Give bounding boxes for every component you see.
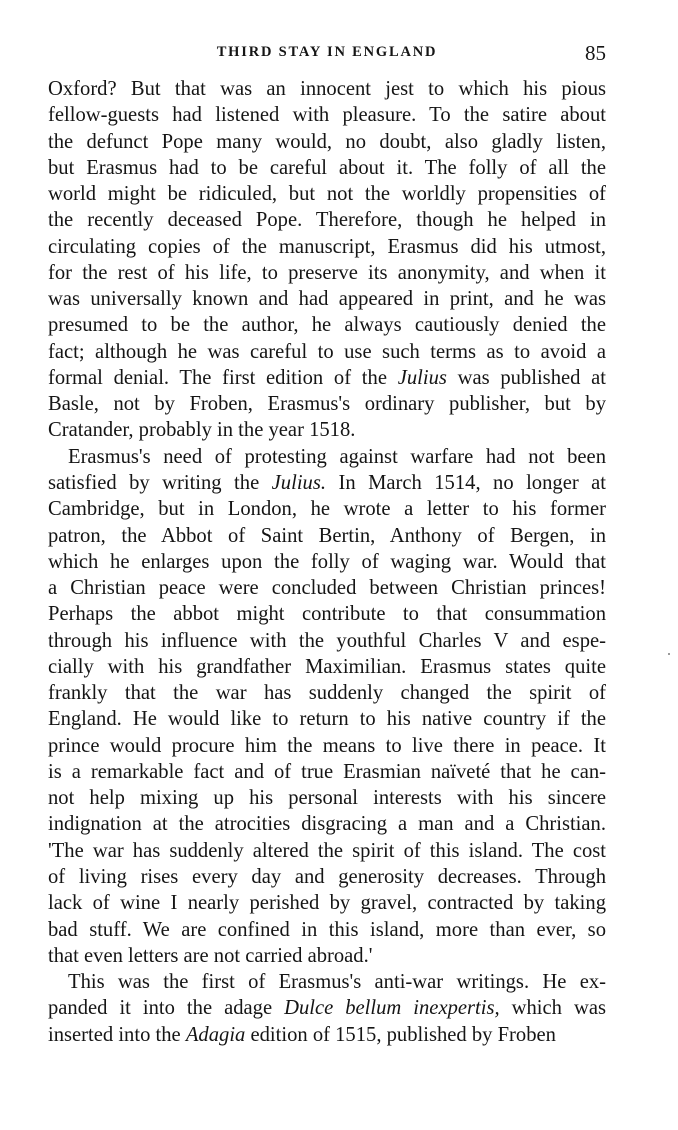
text-segment: Erasmus's need of protesting against warfare had not been — [68, 445, 606, 468]
text-segment: In March 1514, no longer at — [326, 471, 607, 494]
text-line — [48, 444, 606, 470]
text-segment: Oxford? But that was an innocent jest to which his pious — [48, 78, 606, 100]
text-segment: of living rises every day and generosity decreases. Through — [48, 865, 606, 888]
text-segment: through his influence with the youthful Charles V and espe- — [48, 629, 606, 652]
text-segment: presumed to be the author, he always cautiously denied the — [48, 314, 606, 337]
text-line — [48, 575, 606, 601]
text-segment: is a remarkable fact and of true Erasmian naïveté that he can- — [48, 760, 606, 783]
text-line — [48, 523, 606, 549]
print-speck — [668, 653, 670, 655]
text-line — [48, 312, 606, 338]
text-line — [48, 969, 606, 995]
text-segment: fellow-guests had listened with pleasure. To the satire about — [48, 104, 606, 127]
text-segment: This was the first of Erasmus's anti-war writings. He ex- — [68, 971, 606, 994]
text-segment: Cambridge, but in London, he wrote a letter to his former — [48, 498, 606, 521]
text-segment: which was — [499, 997, 606, 1020]
text-line — [48, 785, 606, 811]
text-segment: Cratander, probably in the year 1518. — [48, 419, 356, 442]
text-line — [48, 417, 606, 443]
text-segment: cially with his grandfather Maximilian. Erasmus states quite — [48, 655, 606, 678]
text-segment: not help mixing up his personal interests with his sincere — [48, 787, 606, 810]
text-segment: was published at — [446, 366, 606, 389]
text-line — [48, 102, 606, 128]
text-line — [48, 181, 606, 207]
text-line — [48, 733, 606, 759]
text-segment: Basle, not by Froben, Erasmus's ordinary publisher, but by — [48, 393, 606, 416]
text-line — [48, 496, 606, 522]
text-segment: panded it into the adage — [48, 997, 285, 1020]
italic-text: Adagia — [185, 1023, 246, 1046]
page-header — [48, 41, 606, 68]
italic-text: Julius — [397, 366, 447, 389]
text-segment: for the rest of his life, to preserve its anonymity, and when it — [48, 261, 606, 284]
text-segment: edition of 1515, published by Froben — [245, 1023, 556, 1046]
text-segment: a Christian peace were concluded between Christian princes! — [48, 577, 606, 600]
text-segment: patron, the Abbot of Saint Bertin, Anthony of Bergen, in — [48, 524, 606, 547]
text-line — [48, 654, 606, 680]
text-line — [48, 339, 606, 365]
text-segment: the defunct Pope many would, no doubt, also gladly listen, — [48, 130, 606, 153]
text-line — [48, 943, 606, 969]
text-segment: Perhaps the abbot might contribute to that consummation — [48, 603, 606, 626]
italic-text: Julius. — [271, 471, 327, 494]
text-segment: formal denial. The first edition of the — [48, 366, 398, 389]
text-segment: satisfied by writing the — [48, 471, 272, 494]
text-segment: prince would procure him the means to live there in peace. It — [48, 734, 606, 757]
text-line — [48, 129, 606, 155]
text-line — [48, 391, 606, 417]
text-line — [48, 838, 606, 864]
text-line — [48, 601, 606, 627]
text-segment: inserted into the — [48, 1023, 186, 1046]
text-line — [48, 706, 606, 732]
text-segment: 'The war has suddenly altered the spirit of this island. The cost — [48, 839, 606, 862]
page-number: 85 — [585, 41, 606, 65]
text-line — [48, 680, 606, 706]
text-segment: bad stuff. We are confined in this island, more than ever, so — [48, 918, 606, 941]
text-line — [48, 470, 606, 496]
text-line — [48, 549, 606, 575]
text-segment: fact; although he was careful to use such terms as to avoid a — [48, 340, 606, 363]
text-segment: was universally known and had appeared in print, and he was — [48, 288, 606, 311]
text-segment: indignation at the atrocities disgracing a man and a Christian. — [48, 813, 606, 836]
text-line — [48, 864, 606, 890]
text-line — [48, 286, 606, 312]
text-segment: which he enlarges upon the folly of waging war. Would that — [48, 550, 606, 573]
text-line — [48, 811, 606, 837]
italic-text: Dulce bellum inexpertis, — [284, 997, 500, 1020]
text-line — [48, 1022, 606, 1048]
text-segment: lack of wine I nearly perished by gravel, contracted by taking — [48, 892, 606, 915]
text-line — [48, 995, 606, 1021]
running-title: THIRD STAY IN ENGLAND — [216, 44, 438, 60]
text-segment: circulating copies of the manuscript, Erasmus did his utmost, — [48, 235, 606, 258]
text-line — [48, 234, 606, 260]
text-line — [48, 759, 606, 785]
text-line — [48, 628, 606, 654]
text-line — [48, 260, 606, 286]
text-line — [48, 365, 606, 391]
text-line — [48, 890, 606, 916]
body-text — [48, 76, 606, 1048]
text-line — [48, 207, 606, 233]
text-line — [48, 917, 606, 943]
text-segment: England. He would like to return to his native country if the — [48, 708, 606, 731]
text-segment: frankly that the war has suddenly changed the spirit of — [48, 682, 606, 705]
text-segment: but Erasmus had to be careful about it. The folly of all the — [48, 156, 606, 179]
text-segment: the recently deceased Pope. Therefore, though he helped in — [48, 209, 606, 232]
text-segment: that even letters are not carried abroad.' — [48, 944, 373, 967]
text-line — [48, 155, 606, 181]
text-segment: world might be ridiculed, but not the worldly propensities of — [48, 183, 606, 206]
text-line — [48, 76, 606, 102]
